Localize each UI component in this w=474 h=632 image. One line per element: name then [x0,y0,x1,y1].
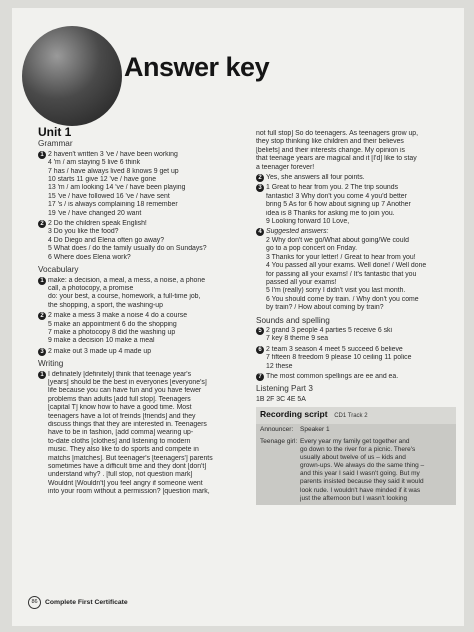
script-line: Every year my family get together and [300,438,410,445]
script-line: parents insisted because they said it would [300,478,424,486]
exercise-number: 2 [256,174,264,182]
answer-line: 3 Do you like the food? [48,228,119,236]
answer-line: they stop thinking like children and their believes [256,138,404,146]
vocabulary-heading: Vocabulary [38,265,79,275]
recording-script-header [256,407,456,423]
script-line: Speaker 1 [300,425,330,433]
sounds-heading: Sounds and spelling [256,315,330,325]
answer-line: 7 fifteen 8 freedom 9 please 10 ceiling 11 police [266,354,412,362]
answer-line: 9 make a decision 10 make a meal [48,337,155,345]
script-line: and this year I said I wasn't going. But my [300,470,420,478]
answer-line: fantastic! 3 Why don't you come 4 you'd better [266,192,407,200]
listening-answers: 1B 2F 3C 4E 5A [256,395,306,403]
answer-line: 2 make a mess 3 make a noise 4 do a course [48,312,188,320]
exercise-number: 7 [256,373,264,381]
answer-line: 2 grand 3 people 4 parties 5 receive 6 ski [266,326,393,334]
left-column [38,124,254,499]
writing-exercise-1 [38,371,254,497]
answer-line: Yes, she answers all four points. [266,174,365,182]
answer-line: 2 team 3 season 4 meet 5 succeed 6 believe [266,345,403,353]
exercise-number: 3 [38,348,46,356]
answer-line: discuss things that they are interested in. Teenagers [48,421,207,428]
answer-line: do: your best, a course, homework, a full-time job, [48,293,201,301]
grammar-exercise-1 [38,151,254,218]
exercise-number: 5 [256,327,264,335]
sounds-exercise-6 [256,346,464,371]
answer-line: 7 has / have always lived 8 knows 9 get up [48,167,179,175]
vocabulary-exercise-2 [38,312,254,346]
page-title: Answer key [124,52,270,82]
answer-line: [beliefs] and their interests change. My opinion is [256,146,405,154]
answer-line: 9 Looking forward 10 Love, [266,218,350,226]
answer-line: 6 Where does Elena work? [48,253,131,261]
answer-line: 5 make an appointment 6 do the shopping [48,320,177,328]
script-speaker: Teenage girl: [260,438,298,445]
answer-line: 2 haven't written 3 've / have been working [48,150,178,158]
answer-line: a teenager forever! [256,163,315,171]
unit-heading: Unit 1 [38,125,72,139]
answer-line: 3 Thanks for your letter! / Great to hear from you! [266,253,416,261]
exercise-number: 2 [38,312,46,320]
script-line: go down to the river for a picnic. There's [300,446,416,454]
grammar-heading: Grammar [38,139,73,149]
answer-line: 5 What does / do the family usually do on Sundays? [48,245,207,253]
answer-line: understand why? . [full stop, not question mark] [48,471,193,479]
answer-line: into your room without a permission? [question mark, [48,488,210,496]
answer-line: that teenage years are magical and it [I'd] like to stay [256,155,417,163]
writing-exercise-3 [256,184,464,226]
answer-line: 2 make out 3 made up 4 made up [48,347,152,355]
page-footer [28,596,128,609]
answer-line: make: a decision, a meal, a mess, a noise, a phone [48,276,206,284]
script-text [300,438,452,503]
answer-line: music. They also like to do sports and compete in [48,446,199,454]
script-line: just the afternoon but I wasn't looking [300,494,408,502]
answer-line: 4 Do Diego and Elena often go away? [48,236,165,244]
answer-line: life because you can have fun and you have fewer [48,387,202,395]
recording-script-title: Recording script [260,409,328,420]
answer-line: 4 'm / am staying 5 live 6 think [48,159,141,167]
answer-line: I definately [definitely] think that teenage year's [48,370,192,378]
answer-line: teenagers have a lot of freinds [friends] and they [48,412,196,420]
answer-line: idea is 8 Thanks for asking me to join you. [266,209,395,217]
decorative-circle [22,26,122,126]
answer-line: for passing all your exams! / It's fantastic that you [266,270,417,278]
sounds-exercise-7 [256,373,464,381]
answer-line: 12 these [266,362,293,370]
script-speaker: Announcer: [260,425,294,433]
answer-line: 7 make a photocopy 8 did the washing up [48,328,176,336]
vocabulary-exercise-3 [38,348,254,356]
exercise-number: 2 [38,220,46,228]
sounds-exercise-5 [256,327,464,344]
answer-line: [capital T] know how to have a good time. Most [48,404,192,412]
writing-exercise-2 [256,174,464,182]
answer-line: by train? / How about coming by train? [266,304,384,312]
book-title: Complete First Certificate [45,599,128,606]
exercise-number: 1 [38,151,46,159]
recording-script-track: CD1 Track 2 [334,413,368,420]
answer-line: 6 You should come by train. / Why don't you come [266,295,419,303]
exercise-number: 4 [256,228,264,236]
answer-line: go to a pop concert on Friday. [266,245,358,253]
answer-line: 4 You passed all your exams. Well done! / Well done [266,262,427,270]
page-number: 86 [28,596,41,609]
exercise-number: 3 [256,184,264,192]
writing-exercise-1-continued [256,130,464,172]
answer-line: to-date cloths [clothes] and listening to modern [48,437,191,445]
answer-line: bring 5 As for 6 how about signing up 7 Another [266,201,411,209]
answer-line: 19 've / have changed 20 want [48,209,142,217]
answer-line: 5 I'm (really) sorry I didn't visit you last month. [266,287,406,295]
script-row [256,424,456,436]
answer-line: call, a photocopy, a promise [48,284,134,292]
exercise-number: 1 [38,371,46,379]
answer-line: 2 Why don't we go/What about going/We could [266,236,409,244]
answer-line: 2 Do the children speak English! [48,220,147,228]
script-row [256,436,456,505]
answer-line: sometimes have a difficult time and they dont [don't] [48,463,207,471]
writing-exercise-4 [256,228,464,312]
writing-heading: Writing [38,359,64,369]
answer-line: 17 's / is always complaining 18 remember [48,201,178,209]
recording-script-rows [256,424,456,505]
answer-line: not full stop] So do teenagers. As teenagers grow up, [256,130,419,137]
answer-line: have to be in fashion, [add comma] wearing up- [48,429,194,437]
answer-line: 13 'm / am looking 14 've / have been playing [48,184,186,192]
answer-line: problems than adults [add full stop]. Teenagers [48,395,191,403]
answer-line: The most common spellings are ee and ea. [266,372,399,380]
answer-line: passed all your exams! [266,278,337,286]
script-line: grown-ups. We always do the same thing – [300,462,425,470]
grammar-exercise-2 [38,220,254,262]
exercise-number: 6 [256,346,264,354]
exercise-subheading: Suggested answers: [266,228,329,236]
answer-line: 10 starts 11 give 12 've / have gone [48,176,157,184]
answer-line: 7 key 8 theme 9 sea [266,335,329,343]
answer-line: the shopping, a sport, the washing-up [48,301,163,309]
script-line: usually about twelve of us – kids and [300,454,406,462]
script-text [300,426,452,434]
answer-line: matchs [matches]. But teenager's [teenagers'] parents [48,454,213,462]
answer-line: 1 Great to hear from you. 2 The trip sounds [266,184,399,192]
right-column [256,130,464,505]
answer-line: Wouldnt [Wouldn't] you feel angry if someone went [48,479,203,487]
answer-line: [years] should be the best in everyones [everyone's] [48,378,207,386]
recording-script-box [256,407,456,505]
vocabulary-exercise-1 [38,277,254,311]
answer-line: 15 've / have followed 16 've / have sent [48,192,170,200]
answer-key-page [12,8,464,626]
listening-heading: Listening Part 3 [256,384,313,394]
exercise-number: 1 [38,277,46,285]
script-line: look rude. I wouldn't have minded if it was [300,486,421,494]
